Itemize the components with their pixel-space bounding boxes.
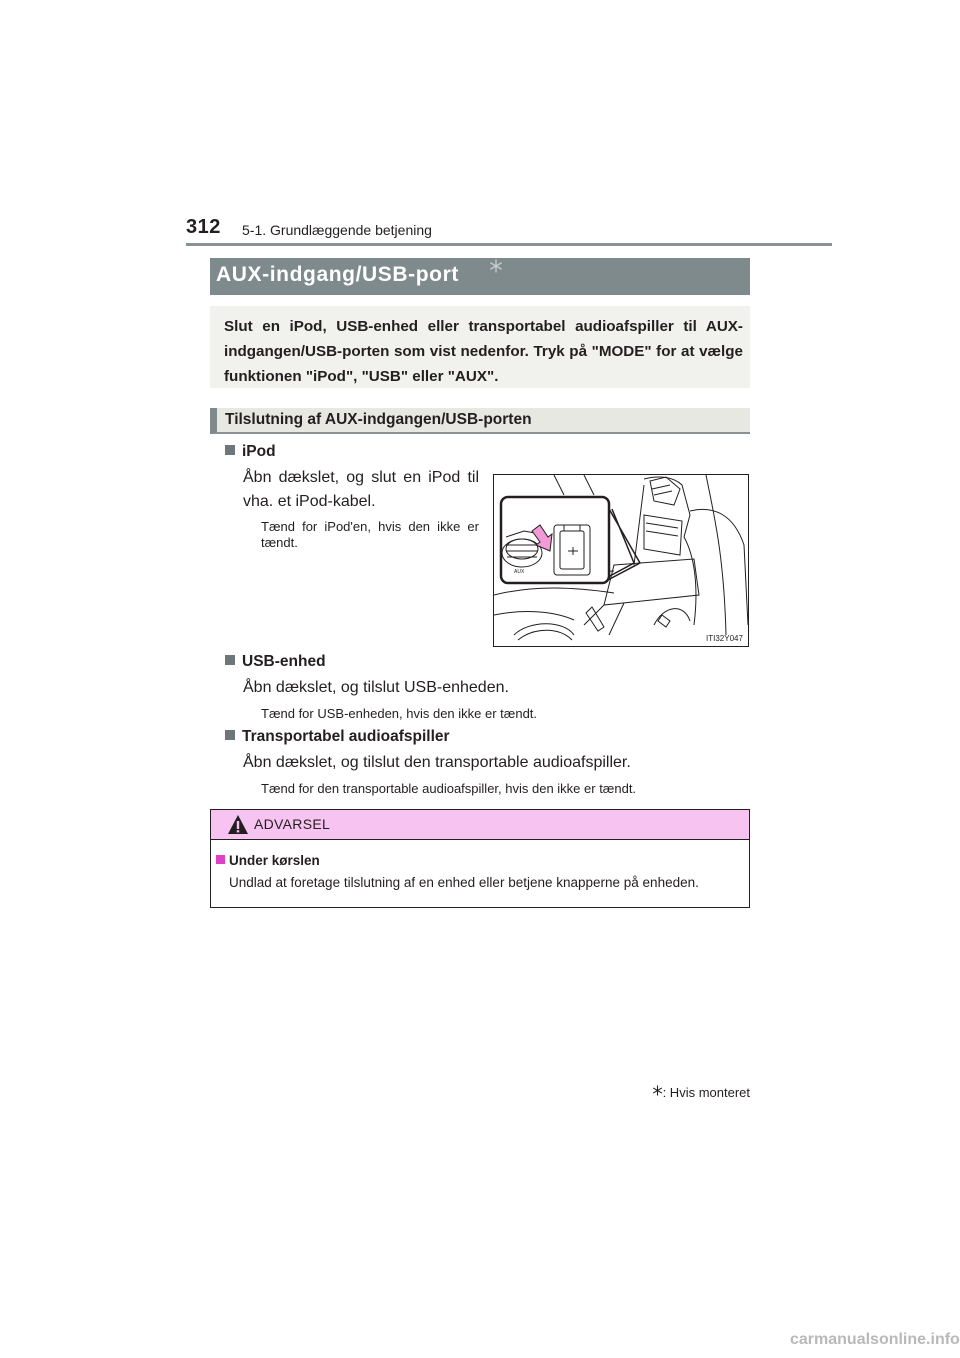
- header-divider: [186, 243, 832, 246]
- warning-triangle-icon: [227, 814, 249, 835]
- item-note-usb: Tænd for USB-enheden, hvis den ikke er tændt.: [261, 706, 538, 721]
- asterisk-icon: [489, 259, 503, 273]
- console-illustration: [493, 474, 749, 647]
- page-number: 312: [186, 216, 221, 238]
- footnote: : Hvis monteret: [602, 1085, 750, 1100]
- item-heading-portable-player: Transportabel audioafspiller: [225, 728, 450, 746]
- item-body-usb: Åbn dækslet, og tilslut USB-enheden.: [243, 679, 509, 696]
- warning-subheading: Under kørslen: [216, 853, 320, 868]
- warning-box: [210, 809, 750, 908]
- console-drawing: [494, 475, 749, 647]
- item-heading-ipod: iPod: [225, 443, 276, 461]
- section-title: AUX-indgang/USB-port: [216, 263, 459, 286]
- chapter-title: 5-1. Grundlæggende betjening: [242, 222, 432, 238]
- section-title-bar: [210, 258, 750, 295]
- warning-header: [211, 810, 749, 840]
- subsection-title: Tilslutning af AUX-indgangen/USB-porten: [210, 408, 750, 434]
- bullet-square-icon: [216, 855, 225, 864]
- item-body-ipod: Åbn dækslet, og slut en iPod til vha. et iPod-kabel.: [243, 469, 479, 510]
- item-note-ipod: Tænd for iPod'en, hvis den ikke er tændt.: [261, 519, 479, 550]
- warning-title: ADVARSEL: [254, 816, 331, 832]
- watermark: carmanualsonline.info: [790, 1331, 960, 1348]
- item-note-portable-player: Tænd for den transportable audioafspiller, hvis den ikke er tændt.: [261, 781, 637, 796]
- asterisk-icon: [652, 1085, 663, 1096]
- bullet-square-icon: [225, 655, 235, 665]
- figure-code: ITI32Y047: [706, 634, 743, 643]
- warning-body: Undlad at foretage tilslutning af en enhed eller betjene knapperne på enheden.: [229, 875, 699, 890]
- intro-box: Slut en iPod, USB-enhed eller transportabel audioafspiller til AUX-indgangen/USB-porten som vist nedenfor. Tryk på "MODE" for at vælge funktionen "iPod", "USB" eller "AUX".: [210, 306, 750, 388]
- item-heading-usb: USB-enhed: [225, 653, 326, 671]
- bullet-square-icon: [225, 445, 235, 455]
- item-body-portable-player: Åbn dækslet, og tilslut den transportable audioafspiller.: [243, 754, 631, 771]
- bullet-square-icon: [225, 730, 235, 740]
- aux-label: AUX: [514, 569, 525, 575]
